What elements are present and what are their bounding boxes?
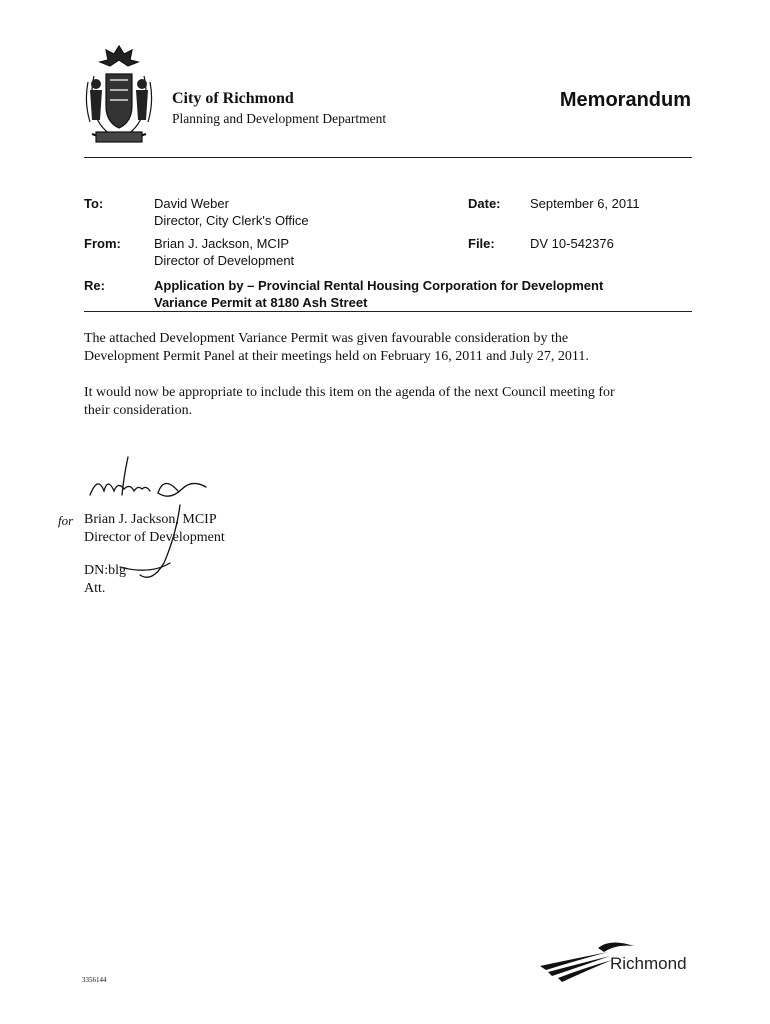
from-name: Brian J. Jackson, MCIP xyxy=(154,236,290,251)
department-name: Planning and Development Department xyxy=(172,111,387,126)
richmond-wordmark: Richmond xyxy=(610,954,687,973)
organization-name: City of Richmond xyxy=(172,90,294,107)
signatory-title: Director of Development xyxy=(84,530,225,545)
paragraph-1-line-2: Development Permit Panel at their meetings held on February 16, 2011 and July 27, 2011. xyxy=(84,349,589,364)
re-subject-line2: Variance Permit at 8180 Ash Street xyxy=(154,295,368,310)
date-label: Date: xyxy=(468,196,501,211)
to-label: To: xyxy=(84,196,104,211)
typist-initials: DN:blg xyxy=(84,563,126,578)
subject-divider xyxy=(84,311,692,312)
to-name: David Weber xyxy=(154,196,229,211)
from-label: From: xyxy=(84,236,121,251)
from-title: Director of Development xyxy=(154,253,295,268)
signatory-name: Brian J. Jackson, MCIP xyxy=(84,512,217,527)
document-type-title: Memorandum xyxy=(559,89,691,111)
attachment-note: Att. xyxy=(84,581,106,596)
paragraph-1-line-1: The attached Development Variance Permit was given favourable consideration by the xyxy=(84,331,569,346)
file-label: File: xyxy=(468,236,495,251)
date-value: September 6, 2011 xyxy=(530,196,640,211)
to-title: Director, City Clerk's Office xyxy=(154,213,309,228)
re-subject-line1: Application by – Provincial Rental Housing Corporation for Development xyxy=(154,278,604,293)
re-label: Re: xyxy=(84,278,105,293)
paragraph-2-line-2: their consideration. xyxy=(84,403,193,418)
file-value: DV 10-542376 xyxy=(530,236,614,251)
document-number: 3356144 xyxy=(82,976,107,984)
signature-for-prefix: for xyxy=(58,513,74,528)
header-divider xyxy=(84,157,692,158)
city-crest-logo xyxy=(80,42,158,150)
paragraph-2-line-1: It would now be appropriate to include this item on the agenda of the next Council meeting for xyxy=(84,385,615,400)
